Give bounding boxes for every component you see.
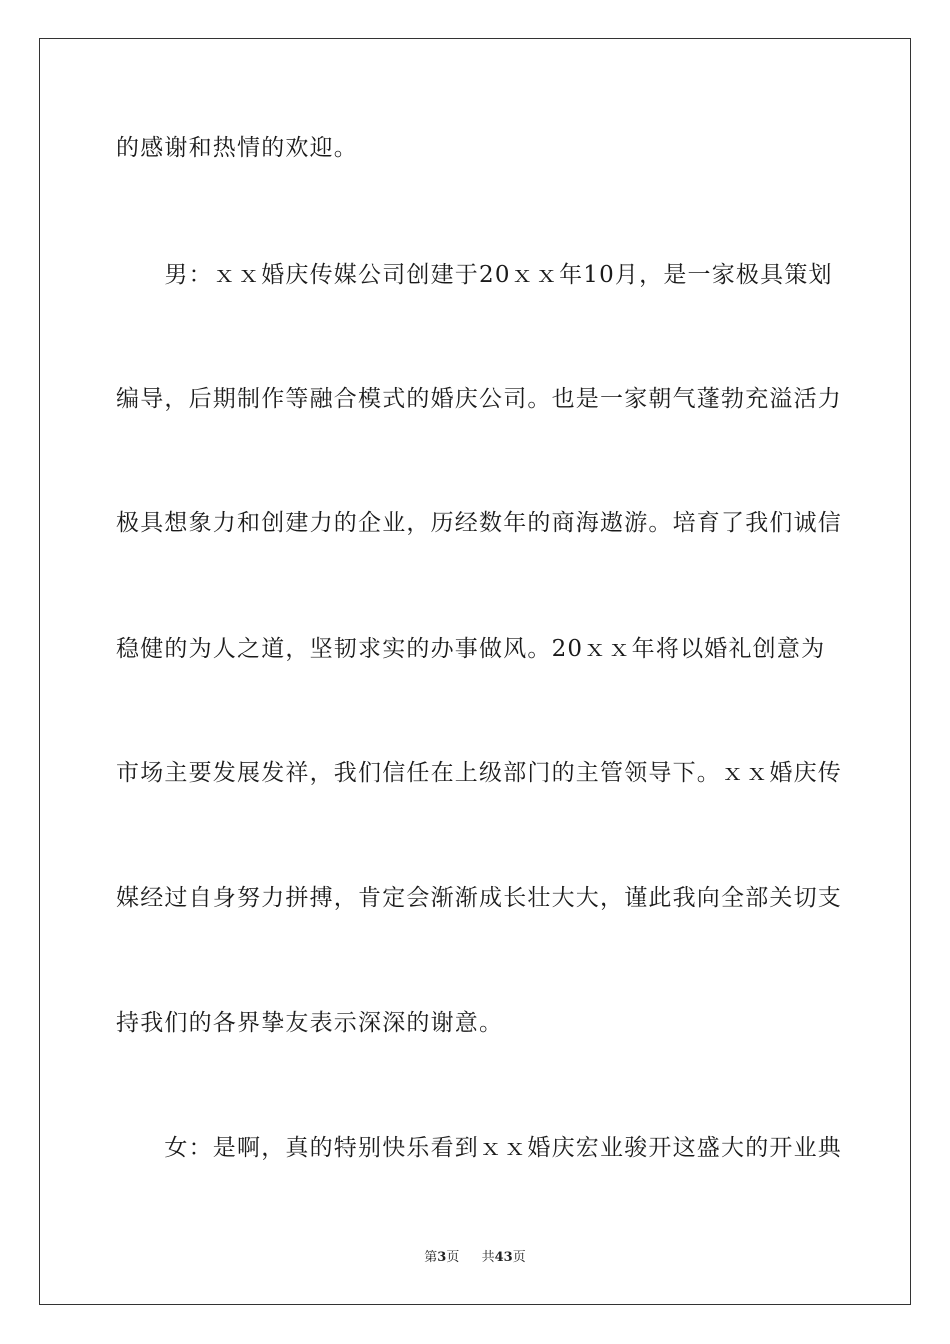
text-line-5: 稳健的为人之道，坚韧求实的办事做风。20ｘｘ年将以婚礼创意为 bbox=[116, 636, 826, 662]
page-suffix: 页 bbox=[446, 1250, 460, 1265]
total-prefix: 共 bbox=[481, 1250, 495, 1265]
page-footer bbox=[0, 1249, 950, 1267]
total-suffix: 页 bbox=[512, 1250, 526, 1265]
text-line-3: 编导，后期制作等融合模式的婚庆公司。也是一家朝气蓬勃充溢活力 bbox=[116, 386, 842, 412]
text-line-2: 男：ｘｘ婚庆传媒公司创建于20ｘｘ年10月，是一家极具策划 bbox=[116, 262, 833, 288]
page-number: 3 bbox=[437, 1250, 447, 1265]
text-line-8: 持我们的各界挚友表示深深的谢意。 bbox=[116, 1010, 504, 1036]
text-line-4: 极具想象力和创建力的企业，历经数年的商海遨游。培育了我们诚信 bbox=[116, 510, 842, 536]
page-border bbox=[39, 38, 911, 1305]
text-line-9: 女：是啊，真的特别快乐看到ｘｘ婚庆宏业骏开这盛大的开业典 bbox=[116, 1135, 842, 1161]
text-line-6: 市场主要发展发祥，我们信任在上级部门的主管领导下。ｘｘ婚庆传 bbox=[116, 760, 842, 786]
text-line-7: 媒经过自身努力拼搏，肯定会渐渐成长壮大大，谨此我向全部关切支 bbox=[116, 885, 842, 911]
page-prefix: 第 bbox=[424, 1250, 438, 1265]
text-line-1: 的感谢和热情的欢迎。 bbox=[116, 135, 358, 161]
total-pages: 43 bbox=[494, 1250, 513, 1265]
